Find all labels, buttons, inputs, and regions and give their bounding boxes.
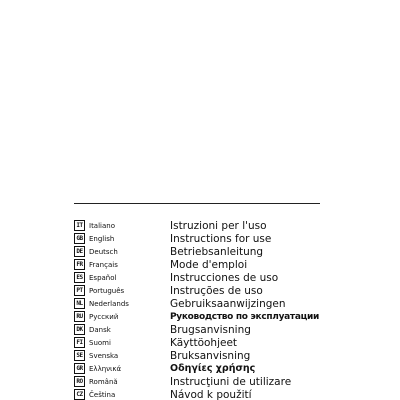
language-code-badge: ES: [74, 272, 85, 283]
manual-title: Instrucciones de uso: [170, 272, 279, 284]
language-name: Ελληνικά: [89, 365, 122, 373]
language-code-badge: GB: [74, 233, 85, 244]
language-row-russkiy: [74, 311, 334, 324]
language-code-badge: DK: [74, 324, 85, 335]
language-code-badge: DE: [74, 246, 85, 257]
divider-line: [74, 203, 320, 204]
language-row-italiano: [74, 220, 334, 233]
language-row-suomi: [74, 337, 334, 350]
manual-title: Instructions for use: [170, 233, 272, 245]
language-name: Deutsch: [89, 248, 118, 256]
manual-title: Руководство по эксплуатации: [170, 312, 320, 322]
language-row-deutsch: [74, 246, 334, 259]
language-code-badge: IT: [74, 220, 85, 231]
language-code-badge: RU: [74, 311, 85, 322]
language-name: Русский: [89, 313, 119, 321]
language-name: Dansk: [89, 326, 111, 334]
manual-title: Instrucţiuni de utilizare: [170, 376, 292, 388]
language-name: Français: [89, 261, 118, 269]
manual-title: Betriebsanleitung: [170, 246, 264, 258]
language-row-francais: [74, 259, 334, 272]
language-name: Italiano: [89, 222, 115, 230]
language-list: [74, 220, 334, 400]
language-row-romana: [74, 376, 334, 389]
language-row-espanol: [74, 272, 334, 285]
language-code-badge: SE: [74, 350, 85, 361]
language-name: Svenska: [89, 352, 119, 360]
language-code-badge: RO: [74, 376, 85, 387]
manual-title: Οδηγίες χρήσης: [170, 363, 256, 374]
language-name: Español: [89, 274, 117, 282]
language-name: Română: [89, 378, 118, 386]
language-code-badge: CZ: [74, 389, 85, 400]
language-row-svenska: [74, 350, 334, 363]
manual-title: Istruzioni per l'uso: [170, 220, 267, 232]
language-row-ellinika: [74, 363, 334, 376]
manual-title: Mode d'emploi: [170, 259, 248, 271]
language-row-cestina: [74, 389, 334, 400]
language-name: Nederlands: [89, 300, 129, 308]
language-row-nederlands: [74, 298, 334, 311]
language-code-badge: NL: [74, 298, 85, 309]
language-code-badge: PT: [74, 285, 85, 296]
language-code-badge: GR: [74, 363, 85, 374]
manual-title: Käyttöohjeet: [170, 337, 238, 349]
language-name: Čeština: [89, 391, 116, 399]
language-row-portugues: [74, 285, 334, 298]
language-row-english: [74, 233, 334, 246]
language-name: Suomi: [89, 339, 111, 347]
language-row-dansk: [74, 324, 334, 337]
language-name: English: [89, 235, 115, 243]
language-code-badge: FR: [74, 259, 85, 270]
manual-title: Návod k použití: [170, 389, 252, 400]
manual-title: Instruções de uso: [170, 285, 263, 297]
language-code-badge: FI: [74, 337, 85, 348]
language-name: Português: [89, 287, 125, 295]
manual-title: Brugsanvisning: [170, 324, 251, 336]
manual-title: Gebruiksaanwijzingen: [170, 298, 286, 310]
manual-title: Bruksanvisning: [170, 350, 251, 362]
